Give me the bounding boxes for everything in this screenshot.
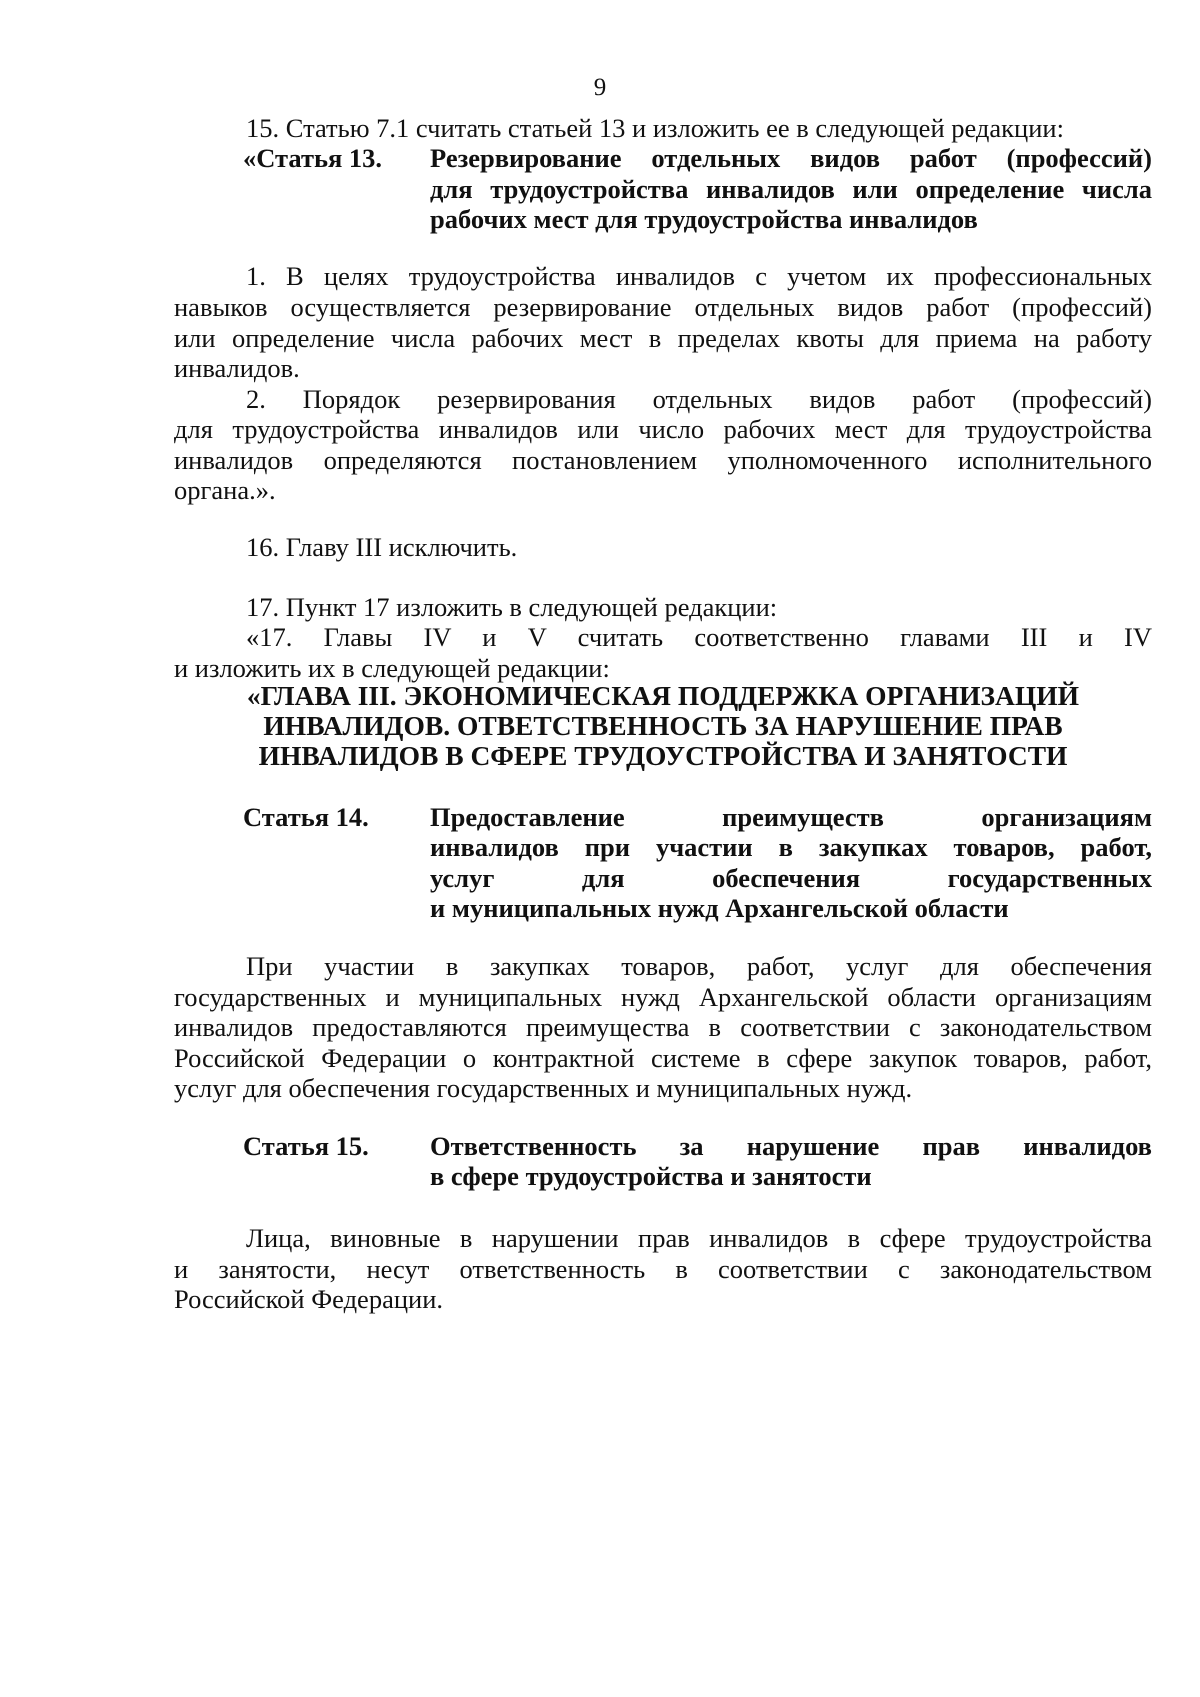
article-14-body-line: государственных и муниципальных нужд Архангельской области организациям <box>174 982 1152 1012</box>
item-17-text-line: и изложить их в следующей редакции: <box>174 653 610 683</box>
article-13-p2-line: 2. Порядок резервирования отдельных видов работ (профессий) <box>246 384 1152 414</box>
chapter-heading-line: ИНВАЛИДОВ. ОТВЕТСТВЕННОСТЬ ЗА НАРУШЕНИЕ ПРАВ <box>263 710 1063 741</box>
chapter-heading-line: ИНВАЛИДОВ В СФЕРЕ ТРУДОУСТРОЙСТВА И ЗАНЯТОСТИ <box>258 740 1068 771</box>
article-13-p1-line: или определение числа рабочих мест в пределах квоты для приема на работу <box>174 323 1152 353</box>
article-13-p1-line: инвалидов. <box>174 353 300 383</box>
chapter-heading-line: «ГЛАВА III. ЭКОНОМИЧЕСКАЯ ПОДДЕРЖКА ОРГАНИЗАЦИЙ <box>246 680 1080 711</box>
article-13-title-line: для трудоустройства инвалидов или определение числа <box>430 174 1152 204</box>
article-14-title-line: Предоставление преимуществ организациям <box>430 802 1152 832</box>
article-13-title-line: Резервирование отдельных видов работ (профессий) <box>430 143 1152 173</box>
article-13-label: «Статья 13. <box>243 143 383 173</box>
article-15-body-line: Лица, виновные в нарушении прав инвалидов в сфере трудоустройства <box>246 1223 1152 1253</box>
article-15-body-line: Российской Федерации. <box>174 1284 443 1314</box>
article-14-body-line: Российской Федерации о контрактной системе в сфере закупок товаров, работ, <box>174 1043 1152 1073</box>
article-14-body-line: инвалидов предоставляются преимущества в соответствии с законодательством <box>174 1012 1152 1042</box>
item-16: 16. Главу III исключить. <box>246 532 518 562</box>
article-13-p1-line: 1. В целях трудоустройства инвалидов с учетом их профессиональных <box>246 261 1152 291</box>
item-15-intro: 15. Статью 7.1 считать статьей 13 и изложить ее в следующей редакции: <box>246 113 1064 143</box>
article-14-title-line: услуг для обеспечения государственных <box>430 863 1152 893</box>
article-14-body-line: При участии в закупках товаров, работ, услуг для обеспечения <box>246 951 1152 981</box>
article-14-title-line: инвалидов при участии в закупках товаров, работ, <box>430 832 1152 862</box>
article-13-p1-line: навыков осуществляется резервирование отдельных видов работ (профессий) <box>174 292 1152 322</box>
article-15-title-line: в сфере трудоустройства и занятости <box>430 1161 872 1191</box>
article-15-body-line: и занятости, несут ответственность в соответствии с законодательством <box>174 1254 1152 1284</box>
article-15-title-line: Ответственность за нарушение прав инвалидов <box>430 1131 1152 1161</box>
page-number: 9 <box>593 74 607 101</box>
article-13-p2-line: органа.». <box>174 475 276 505</box>
article-13-p2-line: для трудоустройства инвалидов или число рабочих мест для трудоустройства <box>174 414 1152 444</box>
article-15-label: Статья 15. <box>243 1131 369 1161</box>
article-14-body-line: услуг для обеспечения государственных и муниципальных нужд. <box>174 1073 913 1103</box>
article-14-title-line: и муниципальных нужд Архангельской области <box>430 893 1009 923</box>
article-13-p2-line: инвалидов определяются постановлением уполномоченного исполнительного <box>174 445 1152 475</box>
item-17-text-line: «17. Главы IV и V считать соответственно главами III и IV <box>246 622 1152 652</box>
item-17-intro: 17. Пункт 17 изложить в следующей редакции: <box>246 592 778 622</box>
article-13-title-line: рабочих мест для трудоустройства инвалидов <box>430 204 978 234</box>
article-14-label: Статья 14. <box>243 802 369 832</box>
